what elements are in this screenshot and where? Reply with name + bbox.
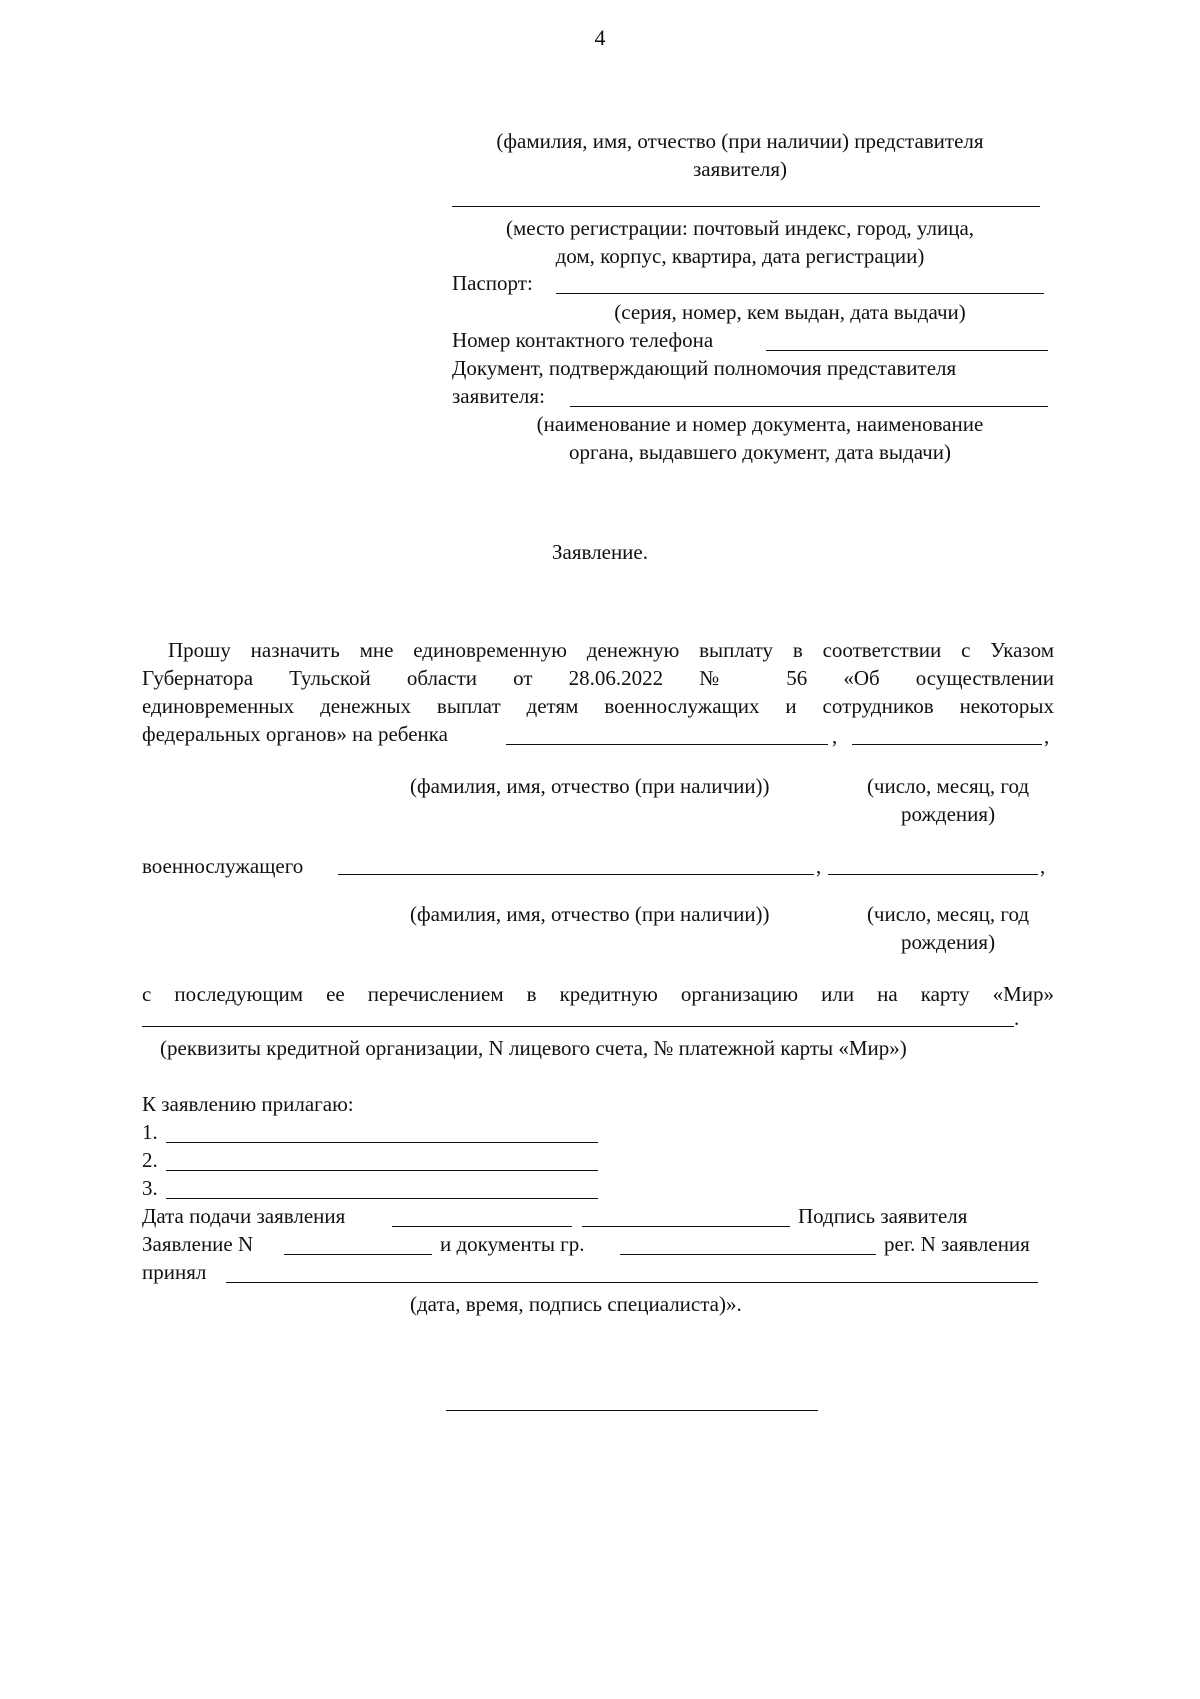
citizen-name-blank-line[interactable] — [620, 1254, 876, 1255]
rep-caption-line2: заявителя) — [692, 157, 788, 181]
attachment-item-3-number: 3. — [142, 1176, 158, 1200]
attachment-item-3-line[interactable] — [166, 1198, 598, 1199]
paragraph-line-4: федеральных органов» на ребенка — [142, 722, 448, 746]
transfer-line: с последующим ее перечислением в кредитную организацию или на карту «Мир» — [142, 982, 1054, 1006]
authority-caption-line2: органа, выдавшего документ, дата выдачи) — [569, 440, 951, 464]
serviceman-dob-caption-line2: рождения) — [900, 930, 996, 954]
accepted-by-blank-line[interactable] — [226, 1282, 1038, 1283]
passport-caption: (серия, номер, кем выдан, дата выдачи) — [614, 300, 966, 324]
child-fio-blank-line[interactable] — [506, 744, 828, 745]
document-title: Заявление. — [552, 540, 648, 564]
authority-doc-line2: заявителя: — [452, 384, 545, 408]
child-fio-caption: (фамилия, имя, отчество (при наличии)) — [410, 774, 770, 798]
bank-details-period: . — [1014, 1006, 1020, 1030]
serviceman-label: военнослужащего — [142, 854, 304, 878]
attachment-item-2-number: 2. — [142, 1148, 158, 1172]
bank-details-caption: (реквизиты кредитной организации, N лицевого счета, № платежной карты «Мир») — [160, 1036, 907, 1060]
attachments-label: К заявлению прилагаю: — [142, 1092, 354, 1116]
attachment-item-1-number: 1. — [142, 1120, 158, 1144]
paragraph-line-1: Прошу назначить мне единовременную денежную выплату в соответствии с Указом — [168, 638, 1054, 662]
bank-details-blank-line[interactable] — [142, 1026, 1014, 1027]
attachment-item-2-line[interactable] — [166, 1170, 598, 1171]
phone-blank-line[interactable] — [766, 350, 1048, 351]
serviceman-fio-blank-line[interactable] — [338, 874, 814, 875]
applicant-signature-blank-line[interactable] — [582, 1226, 790, 1227]
rep-caption-line1: (фамилия, имя, отчество (при наличии) представителя — [496, 129, 984, 153]
serviceman-dob-caption-line1: (число, месяц, год — [866, 902, 1030, 926]
application-number-blank-line[interactable] — [284, 1254, 432, 1255]
passport-blank-line[interactable] — [556, 293, 1044, 294]
submission-date-blank-line[interactable] — [392, 1226, 572, 1227]
documents-of-citizen-label: и документы гр. — [440, 1232, 585, 1256]
reg-caption-line2: дом, корпус, квартира, дата регистрации) — [555, 244, 925, 268]
registration-number-label: рег. N заявления — [884, 1232, 1030, 1256]
serviceman-comma-2: , — [1040, 854, 1046, 878]
authority-caption-line1: (наименование и номер документа, наименование — [536, 412, 984, 436]
serviceman-comma-1: , — [816, 854, 822, 878]
accepted-by-label: принял — [142, 1260, 207, 1284]
submission-date-label: Дата подачи заявления — [142, 1204, 346, 1228]
closing-separator-line — [446, 1410, 818, 1411]
applicant-signature-label: Подпись заявителя — [798, 1204, 968, 1228]
authority-doc-line1: Документ, подтверждающий полномочия представителя — [452, 356, 957, 380]
child-comma-1: , — [832, 724, 838, 748]
reg-caption-line1: (место регистрации: почтовый индекс, город, улица, — [505, 216, 975, 240]
passport-label: Паспорт: — [452, 271, 533, 295]
phone-label: Номер контактного телефона — [452, 328, 714, 352]
child-dob-caption-line1: (число, месяц, год — [866, 774, 1030, 798]
authority-doc-blank-line[interactable] — [570, 406, 1048, 407]
child-comma-2: , — [1044, 724, 1050, 748]
child-dob-blank-line[interactable] — [852, 744, 1042, 745]
application-number-label: Заявление N — [142, 1232, 254, 1256]
serviceman-fio-caption: (фамилия, имя, отчество (при наличии)) — [410, 902, 770, 926]
paragraph-line-3: единовременных денежных выплат детям военнослужащих и сотрудников некоторых — [142, 694, 1054, 718]
attachment-item-1-line[interactable] — [166, 1142, 598, 1143]
child-dob-caption-line2: рождения) — [900, 802, 996, 826]
specialist-caption: (дата, время, подпись специалиста)». — [410, 1292, 742, 1316]
paragraph-line-2: Губернатора Тульской области от 28.06.2022 № 56 «Об осуществлении — [142, 666, 1054, 690]
serviceman-dob-blank-line[interactable] — [828, 874, 1038, 875]
page-number: 4 — [594, 25, 606, 50]
registration-blank-line[interactable] — [452, 206, 1040, 207]
